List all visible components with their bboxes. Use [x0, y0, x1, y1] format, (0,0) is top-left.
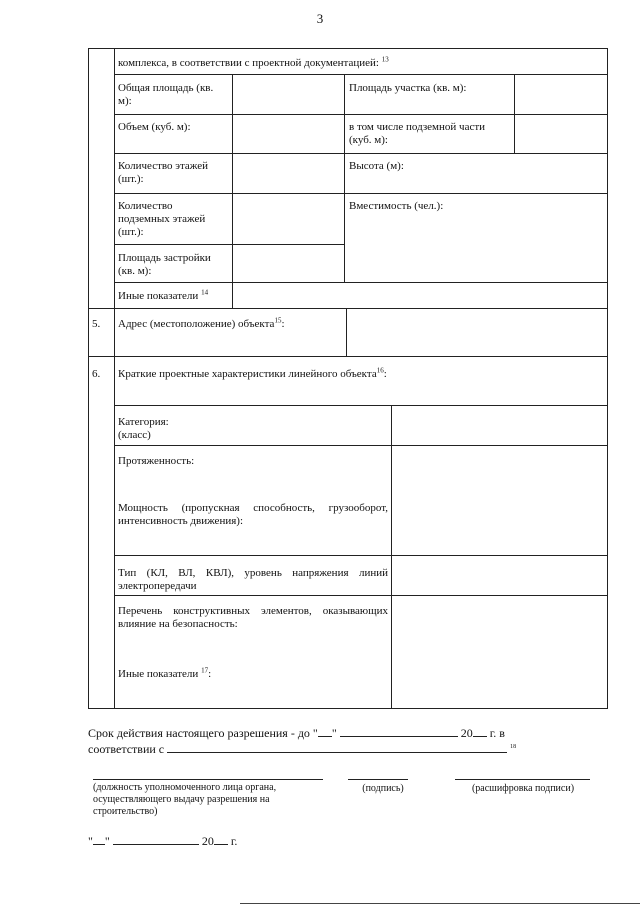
date-year-field[interactable] [214, 833, 228, 845]
page-number: 3 [316, 11, 324, 26]
validity-day-field[interactable] [318, 725, 332, 737]
underground-floors-value[interactable] [233, 194, 343, 243]
built-area-label: Площадь застройки (кв. м): [118, 252, 211, 277]
footnote-13: 13 [381, 55, 389, 64]
section4-header: комплекса, в соответствии с проектной документацией: $^{13}$ [118, 55, 389, 69]
section5-number: 5. [92, 318, 101, 330]
height-value[interactable] [346, 154, 606, 192]
capacity-label: Вместимость (чел.): [349, 200, 444, 212]
section5-label: Адрес (местоположение) объекта$^{15}$: [118, 316, 285, 330]
signature-decode-line[interactable] [455, 779, 590, 780]
scan-edge-line [240, 903, 640, 904]
validity-line-2: соответствии с $^{18}$ [88, 742, 517, 756]
signature-caption: (подпись) [362, 783, 404, 794]
site-area-value[interactable] [515, 75, 606, 113]
section6-other-label: Иные показатели $^{17}$: [118, 666, 212, 680]
category-value[interactable] [392, 406, 606, 444]
footnote-16: 16 [376, 366, 384, 375]
date-day-field[interactable] [93, 833, 105, 845]
total-area-value[interactable] [233, 75, 343, 113]
other-indicators-label: Иные показатели $^{14}$ [118, 288, 209, 302]
underground-volume-value[interactable] [515, 115, 606, 152]
signature-decode-caption: (расшифровка подписи) [471, 783, 575, 794]
underground-floors-label: Количество подземных этажей (шт.): [118, 200, 206, 238]
line-type-label: Тип (КЛ, ВЛ, КВЛ), уровень напряжения линий электропередачи [118, 567, 388, 592]
length-power-value[interactable] [392, 446, 606, 554]
validity-year-field[interactable] [473, 725, 487, 737]
power-label: Мощность (пропускная способность, грузооборот, интенсивность движения): [118, 502, 388, 527]
structural-elements-label: Перечень конструктивных элементов, оказывающих влияние на безопасность: [118, 605, 388, 630]
line-type-value[interactable] [392, 556, 606, 594]
underground-volume-label: в том числе подземной части (куб. м): [349, 121, 486, 146]
signature-line[interactable] [348, 779, 408, 780]
capacity-value[interactable] [346, 194, 606, 281]
address-value[interactable] [347, 309, 606, 355]
category-label: Категория: (класс) [118, 416, 169, 441]
floors-value[interactable] [233, 154, 343, 192]
footnote-18: 18 [510, 744, 517, 750]
position-line[interactable] [93, 779, 323, 780]
validity-line-1: Срок действия настоящего разрешения - до " " 20 г. в [88, 726, 505, 740]
footnote-14: 14 [201, 288, 209, 297]
length-label: Протяженность: [118, 455, 195, 467]
volume-value[interactable] [233, 115, 343, 152]
elements-other-value[interactable] [392, 596, 606, 707]
section6-label: Краткие проектные характеристики линейного объекта$^{16}$: [118, 366, 387, 380]
built-area-value[interactable] [233, 245, 343, 281]
site-area-label: Площадь участка (кв. м): [349, 82, 467, 94]
section6-number: 6. [92, 368, 101, 380]
height-label: Высота (м): [349, 160, 404, 172]
other-indicators-value[interactable] [233, 283, 606, 307]
footnote-15: 15 [274, 316, 282, 325]
footnote-17: 17 [201, 666, 209, 675]
floors-label: Количество этажей (шт.): [118, 160, 209, 185]
validity-basis-field[interactable] [167, 741, 507, 753]
volume-label: Объем (куб. м): [118, 121, 191, 133]
position-caption: (должность уполномоченного лица органа, осуществляющего выдачу разрешения на строительство) [93, 782, 277, 817]
date-line: " " 20 г. [88, 834, 238, 848]
validity-month-field[interactable] [340, 725, 458, 737]
date-month-field[interactable] [113, 833, 199, 845]
total-area-label: Общая площадь (кв. м): [118, 82, 214, 107]
